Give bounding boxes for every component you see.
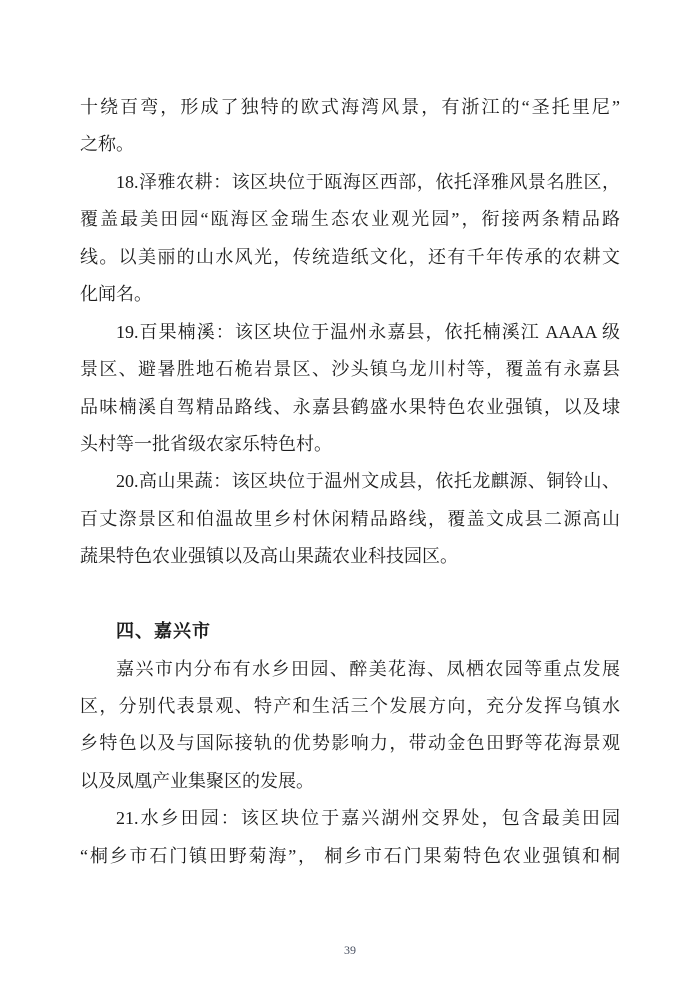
text-line: 线。以美丽的山水风光，传统造纸文化，还有千年传承的农耕文 — [80, 246, 620, 267]
text-line: 头村等一批省级农家乐特色村。 — [80, 433, 332, 454]
text-line: 之称。 — [80, 134, 134, 155]
section-heading: 四、嘉兴市 — [116, 621, 211, 642]
text-line: 乡特色以及与国际接轨的优势影响力，带动金色田野等花海景观 — [80, 733, 620, 754]
text-line: 百丈漈景区和伯温故里乡村休闲精品路线，覆盖文成县二源高山 — [80, 508, 620, 529]
text-line: 20.高山果蔬：该区块位于温州文成县，依托龙麒源、铜铃山、 — [116, 471, 620, 492]
text-line: “桐乡市石门镇田野菊海”， 桐乡市石门果菊特色农业强镇和桐 — [80, 845, 620, 866]
text-line: 以及凤凰产业集聚区的发展。 — [80, 770, 314, 791]
page-number: 39 — [344, 943, 356, 957]
text-line: 景区、避暑胜地石桅岩景区、沙头镇乌龙川村等，覆盖有永嘉县 — [80, 359, 620, 380]
text-line: 21.水乡田园：该区块位于嘉兴湖州交界处，包含最美田园 — [116, 808, 620, 829]
text-line: 覆盖最美田园“瓯海区金瑞生态农业观光园”，衔接两条精品路 — [80, 209, 620, 230]
text-line: 19.百果楠溪：该区块位于温州永嘉县，依托楠溪江 AAAA 级 — [116, 321, 620, 342]
text-line: 品味楠溪自驾精品路线、永嘉县鹤盛水果特色农业强镇，以及埭 — [80, 396, 620, 417]
text-line: 嘉兴市内分布有水乡田园、醉美花海、凤栖农园等重点发展 — [116, 658, 620, 679]
text-lines — [80, 89, 620, 875]
text-line: 蔬果特色农业强镇以及高山果蔬农业科技园区。 — [80, 546, 458, 567]
page-footer — [0, 941, 700, 959]
text-line: 十绕百弯，形成了独特的欧式海湾风景，有浙江的“圣托里尼” — [80, 97, 620, 117]
text-line: 18.泽雅农耕：该区块位于瓯海区西部，依托泽雅风景名胜区， — [116, 171, 620, 192]
text-line: 区，分别代表景观、特产和生活三个发展方向，充分发挥乌镇水 — [80, 696, 620, 716]
text-line: 化闻名。 — [80, 284, 152, 305]
